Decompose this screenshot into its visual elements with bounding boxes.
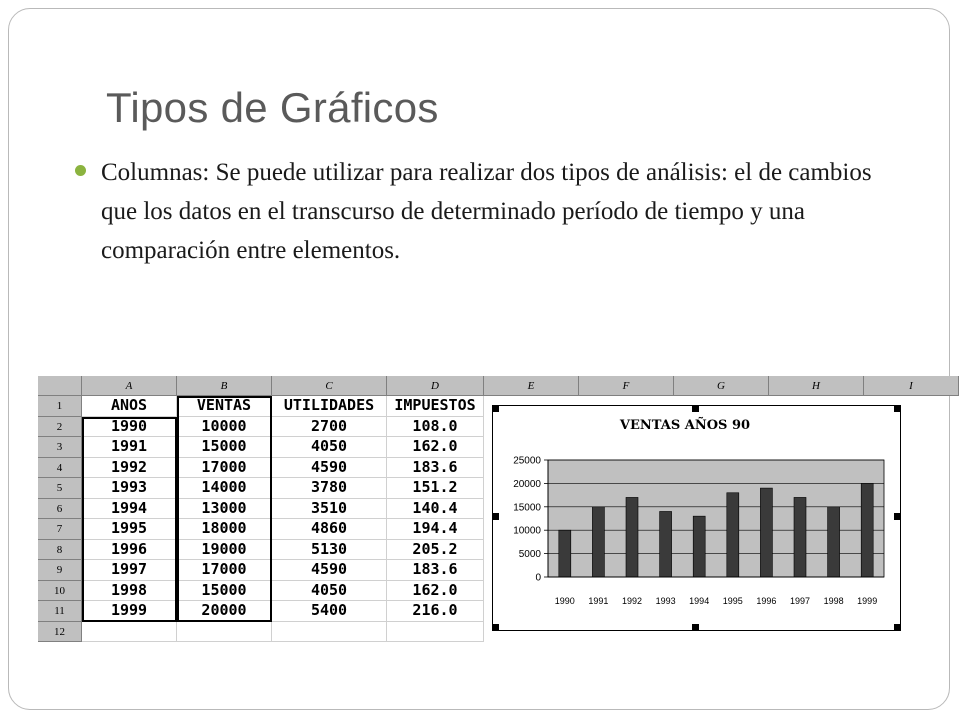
y-tick-label: 25000 bbox=[513, 455, 541, 467]
data-cell: 17000 bbox=[177, 458, 272, 479]
data-cell: 4050 bbox=[272, 437, 387, 458]
data-cell: 4590 bbox=[272, 458, 387, 479]
data-cell: 1992 bbox=[82, 458, 177, 479]
data-cell: 1993 bbox=[82, 478, 177, 499]
empty-cell bbox=[177, 622, 272, 643]
column-header-a: A bbox=[82, 376, 177, 396]
empty-cell bbox=[387, 622, 484, 643]
data-cell: 151.2 bbox=[387, 478, 484, 499]
column-header-h: H bbox=[769, 376, 864, 396]
bar bbox=[693, 516, 705, 577]
bar bbox=[559, 530, 571, 577]
row-header-3: 3 bbox=[38, 437, 82, 458]
data-cell: 14000 bbox=[177, 478, 272, 499]
data-cell: 3510 bbox=[272, 499, 387, 520]
selection-handle bbox=[492, 624, 499, 631]
selection-handle bbox=[492, 405, 499, 412]
row-header-11: 11 bbox=[38, 601, 82, 622]
bar bbox=[592, 507, 604, 577]
data-cell: 1990 bbox=[82, 417, 177, 438]
data-cell: 1994 bbox=[82, 499, 177, 520]
data-cell: 1998 bbox=[82, 581, 177, 602]
x-tick-label: 1993 bbox=[655, 596, 676, 606]
row-header-4: 4 bbox=[38, 458, 82, 479]
bar bbox=[727, 493, 739, 577]
bar bbox=[660, 511, 672, 577]
data-cell: 183.6 bbox=[387, 458, 484, 479]
selection-handle bbox=[894, 405, 901, 412]
data-cell: 5130 bbox=[272, 540, 387, 561]
data-cell: 1997 bbox=[82, 560, 177, 581]
empty-cell bbox=[272, 622, 387, 643]
x-tick-label: 1990 bbox=[554, 596, 575, 606]
data-cell: 162.0 bbox=[387, 581, 484, 602]
x-tick-label: 1991 bbox=[588, 596, 609, 606]
data-cell: 162.0 bbox=[387, 437, 484, 458]
selection-handle bbox=[692, 624, 699, 631]
x-tick-label: 1992 bbox=[621, 596, 643, 606]
data-cell: 2700 bbox=[272, 417, 387, 438]
bar bbox=[626, 497, 638, 577]
x-tick-label: 1995 bbox=[722, 596, 743, 606]
row-header-2: 2 bbox=[38, 417, 82, 438]
data-cell: 140.4 bbox=[387, 499, 484, 520]
data-cell: 1996 bbox=[82, 540, 177, 561]
row-header-12: 12 bbox=[38, 622, 82, 643]
data-cell: 1991 bbox=[82, 437, 177, 458]
column-header-e: E bbox=[484, 376, 579, 396]
selection-handle bbox=[894, 513, 901, 520]
data-cell: 108.0 bbox=[387, 417, 484, 438]
column-header-i: I bbox=[864, 376, 959, 396]
column-header-d: D bbox=[387, 376, 484, 396]
header-cell: ANOS bbox=[82, 396, 177, 417]
y-tick-label: 15000 bbox=[513, 502, 541, 514]
bar bbox=[861, 483, 873, 577]
row-header-10: 10 bbox=[38, 581, 82, 602]
sheet-corner bbox=[38, 376, 82, 396]
data-cell: 15000 bbox=[177, 581, 272, 602]
bar bbox=[794, 497, 806, 577]
x-tick-label: 1997 bbox=[789, 596, 811, 606]
data-cell: 194.4 bbox=[387, 519, 484, 540]
data-cell: 4860 bbox=[272, 519, 387, 540]
chart-title: VENTAS AÑOS 90 bbox=[619, 418, 751, 433]
data-cell: 19000 bbox=[177, 540, 272, 561]
data-cell: 1995 bbox=[82, 519, 177, 540]
data-cell: 17000 bbox=[177, 560, 272, 581]
x-tick-label: 1998 bbox=[823, 596, 844, 606]
bar bbox=[828, 507, 840, 577]
bullet-dot-icon bbox=[75, 165, 86, 176]
data-cell: 4590 bbox=[272, 560, 387, 581]
selection-handle bbox=[492, 513, 499, 520]
bullet-text: Columnas: Se puede utilizar para realizar dos tipos de análisis: el de cambios que los datos en el transcurso de determinado período de tiempo y una comparación entre elementos. bbox=[101, 159, 872, 264]
y-tick-label: 0 bbox=[535, 572, 541, 584]
data-cell: 5400 bbox=[272, 601, 387, 622]
row-header-7: 7 bbox=[38, 519, 82, 540]
data-cell: 15000 bbox=[177, 437, 272, 458]
slide-title: Tipos de Gráficos bbox=[106, 84, 439, 131]
row-header-9: 9 bbox=[38, 560, 82, 581]
header-cell: IMPUESTOS bbox=[387, 396, 484, 417]
y-tick-label: 10000 bbox=[513, 525, 541, 537]
data-cell: 20000 bbox=[177, 601, 272, 622]
data-cell: 18000 bbox=[177, 519, 272, 540]
x-tick-label: 1999 bbox=[857, 596, 878, 606]
y-tick-label: 5000 bbox=[518, 549, 541, 561]
data-cell: 13000 bbox=[177, 499, 272, 520]
column-header-f: F bbox=[579, 376, 674, 396]
data-cell: 1999 bbox=[82, 601, 177, 622]
y-tick-label: 20000 bbox=[513, 478, 541, 490]
row-header-1: 1 bbox=[38, 396, 82, 417]
data-cell: 3780 bbox=[272, 478, 387, 499]
header-cell: UTILIDADES bbox=[272, 396, 387, 417]
x-tick-label: 1994 bbox=[689, 596, 710, 606]
bar bbox=[760, 488, 772, 577]
selection-handle bbox=[692, 405, 699, 412]
column-header-g: G bbox=[674, 376, 769, 396]
data-cell: 205.2 bbox=[387, 540, 484, 561]
column-header-b: B bbox=[177, 376, 272, 396]
header-cell: VENTAS bbox=[177, 396, 272, 417]
x-tick-label: 1996 bbox=[756, 596, 777, 606]
sales-chart bbox=[492, 405, 901, 631]
selection-handle bbox=[894, 624, 901, 631]
empty-cell bbox=[82, 622, 177, 643]
row-header-5: 5 bbox=[38, 478, 82, 499]
row-header-6: 6 bbox=[38, 499, 82, 520]
data-cell: 10000 bbox=[177, 417, 272, 438]
data-cell: 183.6 bbox=[387, 560, 484, 581]
data-cell: 4050 bbox=[272, 581, 387, 602]
data-cell: 216.0 bbox=[387, 601, 484, 622]
column-header-c: C bbox=[272, 376, 387, 396]
row-header-8: 8 bbox=[38, 540, 82, 561]
